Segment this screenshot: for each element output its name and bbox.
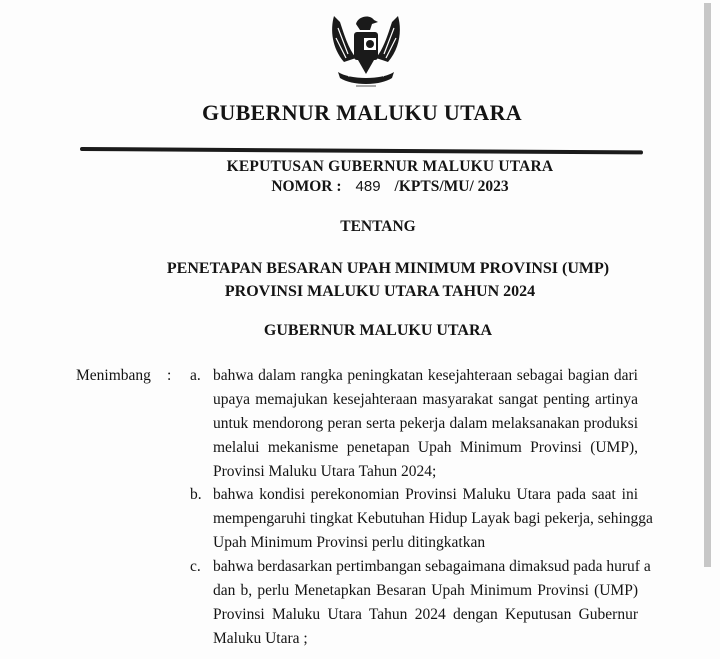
item-a-line-5: Provinsi Maluku Utara Tahun 2024;	[213, 463, 437, 480]
subject-line-1: PENETAPAN BESARAN UPAH MINIMUM PROVINSI (UMP)	[166, 260, 610, 277]
item-c-line-1: bahwa berdasarkan pertimbangan sebagaimana dimaksud pada huruf a	[213, 558, 651, 575]
item-c-line-4: Maluku Utara ;	[213, 630, 308, 647]
decree-number-value: 489	[355, 178, 381, 195]
item-b-line-3: Upah Minimum Provinsi perlu ditingkatkan	[213, 534, 486, 551]
decree-number-suffix: /KPTS/MU/ 2023	[394, 178, 509, 195]
item-b-marker: b.	[190, 486, 202, 503]
item-a-line-1: bahwa dalam rangka peningkatan kesejahteraan sebagai bagian dari	[213, 367, 638, 384]
item-b-line-2: mempengaruhi tingkat Kebutuhan Hidup Layak bagi pekerja, sehingga	[213, 510, 653, 527]
item-a-marker: a.	[190, 367, 201, 384]
item-c-line-2: dan b, perlu Menetapkan Besaran Upah Minimum Provinsi (UMP)	[213, 582, 638, 599]
issuer-heading: GUBERNUR MALUKU UTARA	[263, 322, 493, 339]
item-c-line-3: Provinsi Maluku Utara Tahun 2024 dengan Keputusan Gubernur	[213, 606, 638, 623]
item-a-line-4: melalui mekanisme penetapan Upah Minimum Provinsi (UMP),	[213, 439, 638, 456]
considering-separator: :	[167, 367, 172, 384]
decree-number-prefix: NOMOR :	[271, 178, 342, 195]
considering-label: Menimbang	[76, 367, 151, 384]
item-b-line-1: bahwa kondisi perekonomian Provinsi Maluku Utara pada saat ini	[213, 486, 638, 503]
about-label: TENTANG	[340, 218, 416, 235]
header-divider	[80, 147, 643, 154]
item-a-line-2: upaya memajukan kesejahteraan masyarakat sangat penting artinya	[213, 391, 638, 408]
item-a-line-3: untuk mendorong peran serta pekerja dalam melaksanakan produksi	[213, 415, 638, 432]
garuda-emblem-icon	[326, 8, 406, 90]
subject-line-2: PROVINSI MALUKU UTARA TAHUN 2024	[224, 283, 536, 300]
item-c-marker: c.	[190, 558, 201, 575]
decree-number	[0, 178, 720, 196]
decree-title: KEPUTUSAN GUBERNUR MALUKU UTARA	[226, 158, 554, 175]
scan-edge-shadow	[704, 3, 711, 567]
office-heading: GUBERNUR MALUKU UTARA	[201, 100, 522, 125]
